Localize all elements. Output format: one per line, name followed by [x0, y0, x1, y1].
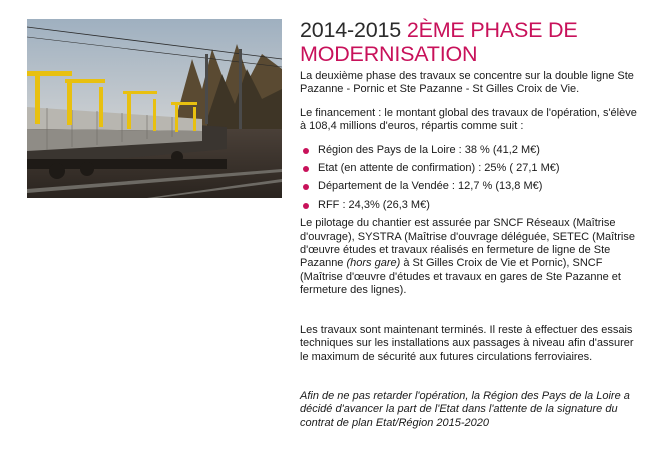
list-item [300, 162, 640, 175]
funding-list [300, 144, 640, 213]
article [300, 18, 640, 430]
list-item-text: Région des Pays de la Loire : 38 % (41,2 M€) [318, 143, 540, 156]
railway-works-photo [27, 19, 282, 198]
bullet-dot-icon [303, 184, 309, 190]
travaux-paragraph: Les travaux sont maintenant terminés. Il reste à effectuer des essais techniques sur les installations aux passages à niveau afin d'assurer le maximum de sécurité aux futures circulations ferroviaires. [300, 323, 634, 363]
title-year: 2014-2015 [300, 18, 402, 42]
list-item-text: Département de la Vendée : 12,7 % (13,8 M€) [318, 180, 543, 193]
bullet-dot-icon [303, 203, 309, 209]
pilotage-text-start: Le pilotage du chantier est assurée par SNCF Réseaux (Maîtrise d'ouvrage), SYSTRA (Maîtrise d'ouvrage déléguée, SETEC (Maîtrise d'œuvre études et travaux réalisés en fermeture de ligne de Ste Pazanne [300, 217, 635, 270]
page-title [300, 18, 640, 66]
pilotage-text-end: à St Gilles Croix de Vie et Pornic), SNCF (Maîtrise d'œuvre d'études et travaux en gares de Ste Pazanne et fermeture des lignes). [300, 257, 621, 297]
pilotage-emphasis: (hors gare) [346, 257, 401, 270]
list-item-text: Etat (en attente de confirmation) : 25% ( 27,1 M€) [318, 162, 560, 175]
intro-paragraph: La deuxième phase des travaux se concentre sur la double ligne Ste Pazanne - Pornic et Ste Pazanne - St Gilles Croix de Vie. [300, 70, 634, 96]
financement-paragraph: Le financement : le montant global des travaux de l'opération, s'élève à 108,4 millions d'euros, répartis comme suit : [300, 106, 637, 133]
list-item [300, 199, 640, 212]
bullet-dot-icon [303, 148, 309, 154]
list-item [300, 144, 640, 157]
title-accent: 2ÈME PHASE DE MODERNISATION [300, 18, 578, 66]
list-item [300, 180, 640, 193]
pilotage-paragraph [300, 217, 640, 297]
list-item-text: RFF : 24,3% (26,3 M€) [318, 198, 430, 211]
bullet-dot-icon [303, 166, 309, 172]
railway-works-photo-illustration [27, 19, 282, 198]
afin-paragraph: Afin de ne pas retarder l'opération, la Région des Pays de la Loire a décidé d'avancer la part de l'Etat dans l'attente de la signature du contrat de plan Etat/Région 2015-2020 [300, 389, 630, 429]
